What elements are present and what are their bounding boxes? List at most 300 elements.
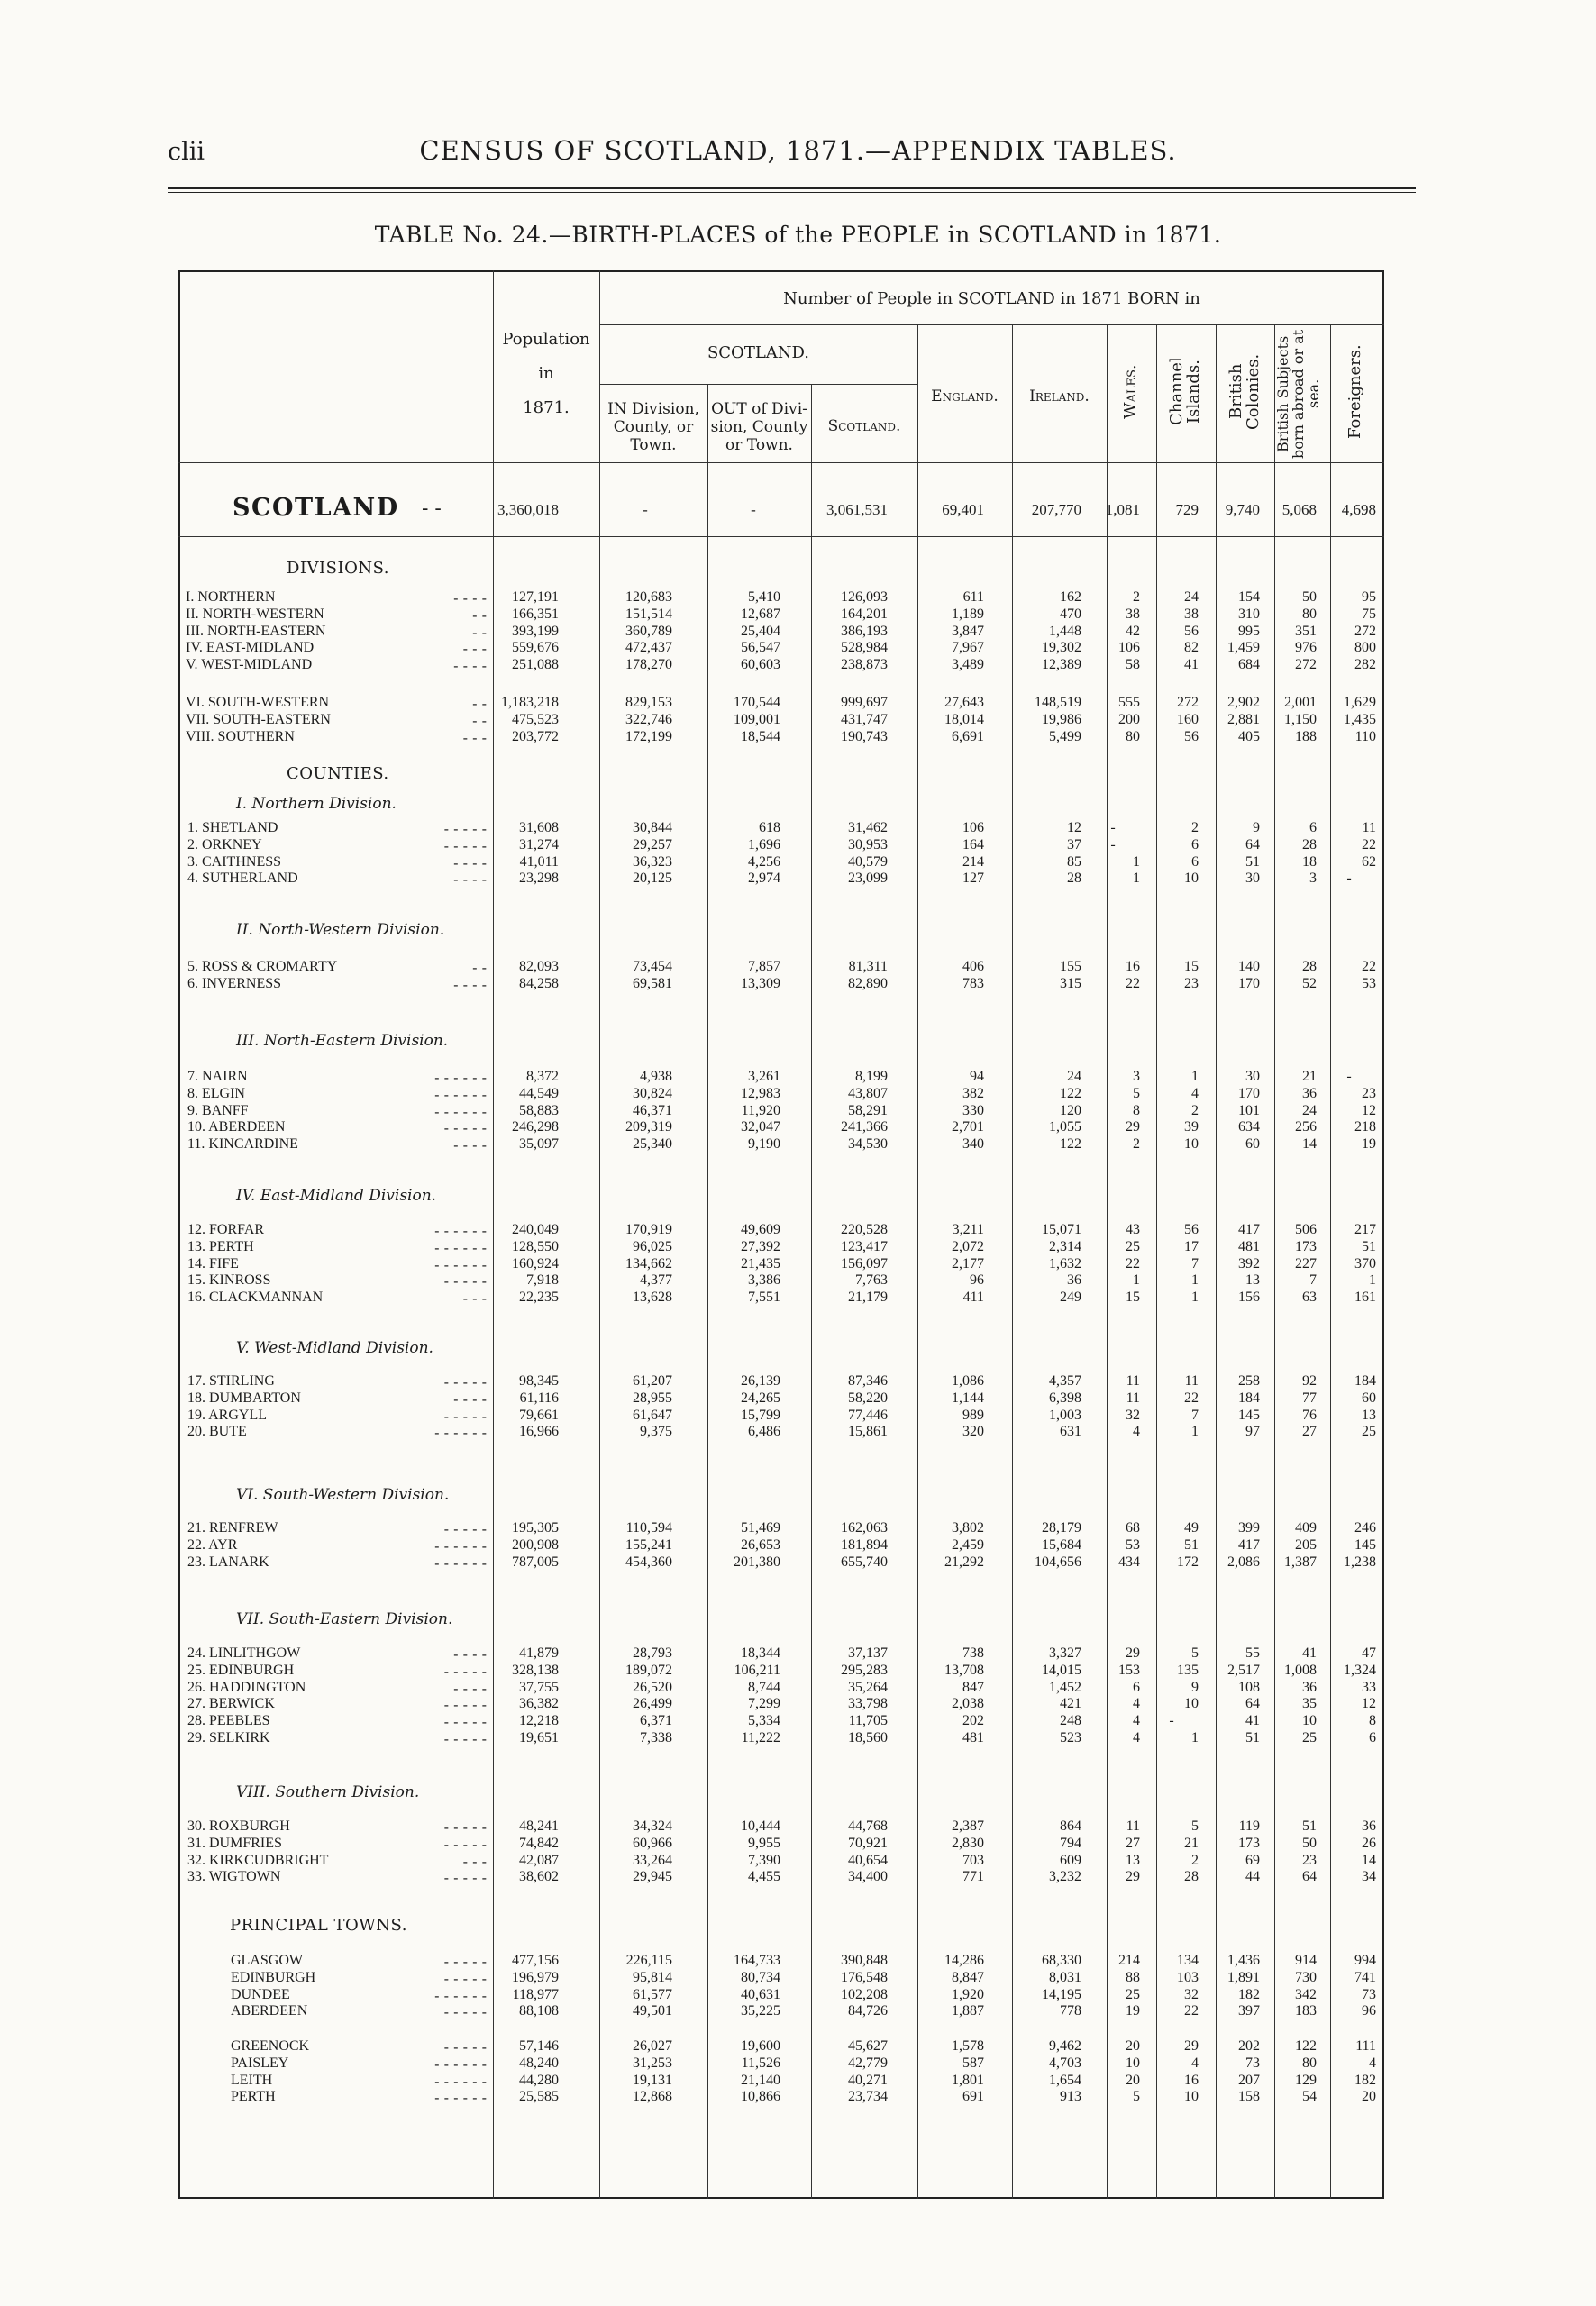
cell-5: 12 xyxy=(1067,820,1081,835)
cell-3: 15,861 xyxy=(848,1424,888,1440)
cell-8: 184 xyxy=(1238,1390,1260,1406)
cell-4: 214 xyxy=(962,853,984,870)
row-label: 2. ORKNEY xyxy=(187,836,262,852)
cell-8: 397 xyxy=(1238,2003,1260,2019)
row-label: 30. ROXBURGH xyxy=(187,1818,290,1834)
cell-3: 123,417 xyxy=(841,1238,888,1254)
cell-2: 106,211 xyxy=(734,1662,780,1678)
cell-2: 164,733 xyxy=(734,1953,780,1968)
table-title: TABLE No. 24.—BIRTH-PLACES of the PEOPLE in SCOTLAND in 1871. xyxy=(374,222,1222,248)
cell-8: 2,881 xyxy=(1227,711,1260,727)
cell-4: 340 xyxy=(962,1136,984,1153)
cell-9: 24 xyxy=(1302,1102,1317,1118)
row-label: 24. LINLITHGOW xyxy=(187,1645,301,1661)
cell-8: 173 xyxy=(1238,1835,1260,1851)
cell-7: 4 xyxy=(1191,2055,1199,2071)
cell-7: 49 xyxy=(1184,1520,1199,1536)
cell-7: 1 xyxy=(1191,1730,1199,1745)
cell-1: 61,577 xyxy=(633,1986,672,2002)
in-division-header-line: County, or xyxy=(613,418,694,436)
cell-3: 390,848 xyxy=(841,1953,888,1968)
cell-5: 85 xyxy=(1067,853,1081,870)
cell-7: 160 xyxy=(1177,711,1199,727)
running-head: CENSUS OF SCOTLAND, 1871.—APPENDIX TABLES. xyxy=(419,135,1177,166)
cell-5: 523 xyxy=(1060,1730,1081,1745)
cell-10: 1,629 xyxy=(1344,695,1376,710)
row-leader-dots: - - xyxy=(472,959,487,976)
scotland-row-rule xyxy=(178,536,1384,537)
cell-4: 703 xyxy=(962,1852,984,1868)
cell-1: 4,377 xyxy=(640,1272,672,1289)
cell-0: 787,005 xyxy=(512,1554,559,1570)
cell-1: 151,514 xyxy=(625,606,672,622)
cell-4: 1,086 xyxy=(952,1373,984,1389)
cell-4: 18,014 xyxy=(944,711,984,727)
cell-8: 1,436 xyxy=(1227,1953,1260,1968)
cell-3: 58,291 xyxy=(848,1102,888,1118)
out-division-header-line: or Town. xyxy=(725,436,793,454)
cell-9: 351 xyxy=(1295,623,1317,639)
row-label: 29. SELKIRK xyxy=(187,1730,270,1745)
cell-7: 1 xyxy=(1191,1290,1199,1306)
cell-1: 36,323 xyxy=(633,853,672,870)
cell-10: 8 xyxy=(1369,1713,1376,1729)
cell-1: 46,371 xyxy=(633,1102,672,1118)
cell-3: 43,807 xyxy=(848,1085,888,1101)
cell-4: 21,292 xyxy=(944,1554,984,1570)
cell-2: 26,139 xyxy=(741,1373,780,1389)
cell-6: 29 xyxy=(1126,1645,1140,1661)
cell-1: 30,844 xyxy=(633,820,672,835)
cell-6: 29 xyxy=(1126,1119,1140,1135)
cell-0: 74,842 xyxy=(519,1835,559,1851)
header-rule-top xyxy=(599,324,1384,325)
cell-5: 315 xyxy=(1060,975,1081,991)
cell-4: 2,701 xyxy=(952,1119,984,1135)
row-label: 12. FORFAR xyxy=(187,1222,265,1237)
cell-4: 1,189 xyxy=(952,606,984,622)
cell-4: 69,401 xyxy=(942,501,984,518)
cell-8: 202 xyxy=(1238,2038,1260,2054)
cell-1: 29,945 xyxy=(633,1869,672,1885)
cell-9: 50 xyxy=(1302,1835,1317,1851)
cell-6: 25 xyxy=(1126,1986,1140,2002)
cell-1: 110,594 xyxy=(625,1520,672,1536)
cell-0: 48,241 xyxy=(519,1818,559,1834)
cell-3: 70,921 xyxy=(848,1835,888,1851)
wales-header: Wales. xyxy=(1121,364,1140,420)
cell-3: 84,726 xyxy=(848,2003,888,2019)
row-leader-dots: - - - - - - xyxy=(434,1069,487,1086)
cell-2: 11,222 xyxy=(741,1730,780,1745)
row-label: 21. RENFREW xyxy=(187,1520,278,1536)
cell-0: 393,199 xyxy=(512,623,559,639)
cell-2: 60,603 xyxy=(741,657,780,673)
cell-10: 23 xyxy=(1362,1085,1376,1101)
cell-4: 738 xyxy=(962,1645,984,1661)
cell-7: 135 xyxy=(1177,1662,1199,1678)
cell-4: 1,801 xyxy=(952,2072,984,2088)
cell-4: 2,459 xyxy=(952,1536,984,1553)
cell-0: 36,382 xyxy=(519,1696,559,1712)
cell-10: 1,435 xyxy=(1344,711,1376,727)
cell-10: 96 xyxy=(1362,2003,1376,2019)
cell-8: 69 xyxy=(1245,1852,1260,1868)
row-label: VIII. SOUTHERN xyxy=(186,728,295,744)
british-subjects-abroad-header: British Subjects born abroad or at sea. xyxy=(1274,329,1322,459)
row-label: 8. ELGIN xyxy=(187,1085,245,1101)
cell-8: 108 xyxy=(1238,1679,1260,1695)
cell-6: 58 xyxy=(1126,657,1140,673)
cell-9: 976 xyxy=(1295,640,1317,656)
cell-0: 41,011 xyxy=(519,853,559,870)
cell-6: 3 xyxy=(1133,1069,1140,1084)
cell-4: 7,967 xyxy=(952,640,984,656)
scotland-label-dots: - - xyxy=(422,497,442,520)
cell-8: 9,740 xyxy=(1225,501,1260,518)
cell-3: 58,220 xyxy=(848,1390,888,1406)
cell-0: 31,608 xyxy=(519,820,559,835)
cell-8: 55 xyxy=(1245,1645,1260,1661)
cell-2: 21,140 xyxy=(741,2072,780,2088)
out-division-header xyxy=(707,400,811,454)
cell-3: 23,099 xyxy=(848,870,888,887)
cell-1: 189,072 xyxy=(625,1662,672,1678)
row-label: GREENOCK xyxy=(231,2038,310,2054)
cell-5: 162 xyxy=(1060,589,1081,605)
cell-0: 475,523 xyxy=(512,711,559,727)
cell-10: 51 xyxy=(1362,1238,1376,1254)
cell-1: 26,027 xyxy=(633,2038,672,2054)
cell-2: 13,309 xyxy=(741,975,780,991)
cell-6: 106 xyxy=(1118,640,1140,656)
cell-0: 98,345 xyxy=(519,1373,559,1389)
row-leader-dots: - - - - - xyxy=(443,1373,487,1390)
cell-5: 3,327 xyxy=(1049,1645,1081,1661)
cell-0: 44,549 xyxy=(519,1085,559,1101)
cell-2: 12,687 xyxy=(741,606,780,622)
cell-9: 80 xyxy=(1302,606,1317,622)
cell-6: 43 xyxy=(1126,1222,1140,1237)
cell-5: 19,986 xyxy=(1042,711,1081,727)
population-header-line: Population xyxy=(502,330,590,349)
cell-6: 6 xyxy=(1133,1679,1140,1695)
row-leader-dots: - - - - - xyxy=(443,1730,487,1747)
row-leader-dots: - - - - - xyxy=(443,836,487,854)
division-subheading: VIII. Southern Division. xyxy=(236,1783,420,1801)
cell-4: 2,387 xyxy=(952,1818,984,1834)
cell-9: 35 xyxy=(1302,1696,1317,1712)
cell-7: 5 xyxy=(1191,1818,1199,1834)
row-leader-dots: - - - - - - xyxy=(434,2055,487,2073)
cell-6: 2 xyxy=(1133,589,1140,605)
cell-2: 5,410 xyxy=(748,589,780,605)
cell-6: 2 xyxy=(1133,1136,1140,1153)
row-leader-dots: - - xyxy=(472,711,487,729)
cell-10: 145 xyxy=(1354,1536,1376,1553)
row-label: 14. FIFE xyxy=(187,1255,239,1271)
cell-2: 10,444 xyxy=(741,1818,780,1834)
row-leader-dots: - - - - xyxy=(453,975,487,993)
cell-6: 22 xyxy=(1126,975,1140,991)
cell-3: 7,763 xyxy=(855,1272,888,1289)
cell-0: 128,550 xyxy=(512,1238,559,1254)
cell-10: 161 xyxy=(1354,1290,1376,1306)
header-rule-thin xyxy=(168,192,1416,193)
row-leader-dots: - - - - - xyxy=(443,1713,487,1731)
cell-10: 34 xyxy=(1362,1869,1376,1885)
row-label: 6. INVERNESS xyxy=(187,975,282,991)
cell-1: 33,264 xyxy=(633,1852,672,1868)
cell-10: 111 xyxy=(1355,2038,1376,2054)
cell-5: 15,684 xyxy=(1042,1536,1081,1553)
cell-4: 3,211 xyxy=(952,1222,984,1237)
cell-2: 25,404 xyxy=(741,623,780,639)
cell-3: 999,697 xyxy=(841,695,888,710)
cell-4: 481 xyxy=(962,1730,984,1745)
population-header xyxy=(493,323,599,425)
cell-9: 506 xyxy=(1295,1222,1317,1237)
cell-6: 88 xyxy=(1126,1969,1140,1985)
cell-10: 12 xyxy=(1362,1696,1376,1712)
cell-4: 2,072 xyxy=(952,1238,984,1254)
cell-5: 122 xyxy=(1060,1085,1081,1101)
cell-10: 272 xyxy=(1354,623,1376,639)
row-leader-dots: - - - - - - xyxy=(434,1986,487,2004)
cell-3: 238,873 xyxy=(841,657,888,673)
cell-1: 61,207 xyxy=(633,1373,672,1389)
cell-9: 25 xyxy=(1302,1730,1317,1745)
cell-2: 5,334 xyxy=(748,1713,780,1729)
row-leader-dots: - - - - xyxy=(453,589,487,606)
cell-7: 22 xyxy=(1184,2003,1199,2019)
cell-10: 282 xyxy=(1354,657,1376,673)
cell-0: 42,087 xyxy=(519,1852,559,1868)
cell-4: 382 xyxy=(962,1085,984,1101)
row-leader-dots: - - - - - xyxy=(443,1272,487,1290)
cell-5: 36 xyxy=(1067,1272,1081,1289)
cell-7: 10 xyxy=(1184,2089,1199,2105)
cell-3: 21,179 xyxy=(848,1290,888,1306)
cell-6: 53 xyxy=(1126,1536,1140,1553)
cell-3: 162,063 xyxy=(841,1520,888,1536)
cell-5: 12,389 xyxy=(1042,657,1081,673)
cell-7: 24 xyxy=(1184,589,1199,605)
cell-6: 4 xyxy=(1133,1424,1140,1440)
cell-1: 26,520 xyxy=(633,1679,672,1695)
cell-3: 81,311 xyxy=(848,959,888,974)
cell-10: 73 xyxy=(1362,1986,1376,2002)
cell-0: 88,108 xyxy=(519,2003,559,2019)
cell-3: 181,894 xyxy=(841,1536,888,1553)
row-leader-dots: - - - - - xyxy=(443,1869,487,1887)
cell-6: 5 xyxy=(1133,2089,1140,2105)
in-division-header-line: Town. xyxy=(630,436,677,454)
cell-9: 76 xyxy=(1302,1407,1317,1423)
cell-9: 227 xyxy=(1295,1255,1317,1271)
cell-8: 60 xyxy=(1245,1136,1260,1153)
cell-5: 120 xyxy=(1060,1102,1081,1118)
cell-9: 77 xyxy=(1302,1390,1317,1406)
cell-6: 25 xyxy=(1126,1238,1140,1254)
cell-0: 44,280 xyxy=(519,2072,559,2088)
cell-7: 56 xyxy=(1184,728,1199,744)
cell-0: 61,116 xyxy=(519,1390,559,1406)
cell-9: 342 xyxy=(1295,1986,1317,2002)
cell-3: 655,740 xyxy=(841,1554,888,1570)
cell-10: 994 xyxy=(1354,1953,1376,1968)
row-label: ABERDEEN xyxy=(231,2003,308,2019)
cell-1: 360,789 xyxy=(625,623,672,639)
cell-9: 1,387 xyxy=(1284,1554,1317,1570)
row-leader-dots: - - - xyxy=(462,728,487,746)
cell-4: 3,489 xyxy=(952,657,984,673)
cell-0: 1,183,218 xyxy=(501,695,559,710)
cell-8: 44 xyxy=(1245,1869,1260,1885)
cell-4: 1,578 xyxy=(952,2038,984,2054)
cell-2: 35,225 xyxy=(741,2003,780,2019)
cell-8: 9 xyxy=(1253,820,1260,835)
cell-0: 58,883 xyxy=(519,1102,559,1118)
row-label: 18. DUMBARTON xyxy=(187,1390,301,1406)
cell-2: 11,920 xyxy=(741,1102,780,1118)
cell-5: 3,232 xyxy=(1049,1869,1081,1885)
cell-2: 7,857 xyxy=(748,959,780,974)
cell-9: 27 xyxy=(1302,1424,1317,1440)
cell-9: 10 xyxy=(1302,1713,1317,1729)
cell-0: 22,235 xyxy=(519,1290,559,1306)
cell-3: 30,953 xyxy=(848,836,888,852)
cell-7: 4 xyxy=(1191,1085,1199,1101)
cell-4: 96 xyxy=(970,1272,984,1289)
population-header-line: in xyxy=(538,364,554,383)
cell-5: 1,632 xyxy=(1049,1255,1081,1271)
division-subheading: V. West-Midland Division. xyxy=(236,1339,433,1357)
cell-3: 37,137 xyxy=(848,1645,888,1661)
cell-10: 13 xyxy=(1362,1407,1376,1423)
cell-6: 200 xyxy=(1118,711,1140,727)
in-division-header xyxy=(599,400,707,454)
cell-5: 6,398 xyxy=(1049,1390,1081,1406)
row-leader-dots: - - - - - - xyxy=(434,1222,487,1239)
cell-5: 122 xyxy=(1060,1136,1081,1153)
cell-7: 10 xyxy=(1184,870,1199,887)
cell-1: 134,662 xyxy=(625,1255,672,1271)
row-leader-dots: - - - - - - xyxy=(434,1102,487,1120)
cell-3: 35,264 xyxy=(848,1679,888,1695)
cell-6: 5 xyxy=(1133,1085,1140,1101)
cell-1: 95,814 xyxy=(633,1969,672,1985)
page-number: clii xyxy=(168,138,205,166)
cell-9: 28 xyxy=(1302,836,1317,852)
cell-9: 256 xyxy=(1295,1119,1317,1135)
row-label: 15. KINROSS xyxy=(187,1272,271,1289)
cell-5: 778 xyxy=(1060,2003,1081,2019)
cell-1: 226,115 xyxy=(625,1953,672,1968)
cell-8: 417 xyxy=(1238,1536,1260,1553)
cell-8: 64 xyxy=(1245,1696,1260,1712)
cell-1: 26,499 xyxy=(633,1696,672,1712)
cell-7: 172 xyxy=(1177,1554,1199,1570)
cell-8: 30 xyxy=(1245,870,1260,887)
cell-3: 3,061,531 xyxy=(826,501,888,518)
cell-5: 9,462 xyxy=(1049,2038,1081,2054)
cell-6: 32 xyxy=(1126,1407,1140,1423)
cell-1: 73,454 xyxy=(633,959,672,974)
cell-5: 470 xyxy=(1060,606,1081,622)
row-label: PERTH xyxy=(231,2089,276,2105)
cell-8: 392 xyxy=(1238,1255,1260,1271)
cell-9: 92 xyxy=(1302,1373,1317,1389)
row-leader-dots: - - - - - xyxy=(443,1953,487,1970)
cell-2: 40,631 xyxy=(741,1986,780,2002)
cell-1: 31,253 xyxy=(633,2055,672,2071)
row-leader-dots: - - - - - - xyxy=(434,1536,487,1554)
cell-10: 22 xyxy=(1362,959,1376,974)
cell-7: 2 xyxy=(1191,1102,1199,1118)
cell-2: 56,547 xyxy=(741,640,780,656)
row-leader-dots: - - - - - - xyxy=(434,2089,487,2107)
cell-6: 153 xyxy=(1118,1662,1140,1678)
cell-10: 1,238 xyxy=(1344,1554,1376,1570)
cell-6: 8 xyxy=(1133,1102,1140,1118)
cell-7: 23 xyxy=(1184,975,1199,991)
cell-5: 14,015 xyxy=(1042,1662,1081,1678)
cell-9: 1,150 xyxy=(1284,711,1317,727)
cell-8: 140 xyxy=(1238,959,1260,974)
cell-10: 33 xyxy=(1362,1679,1376,1695)
division-subheading: I. Northern Division. xyxy=(236,795,397,813)
cell-5: 207,770 xyxy=(1031,501,1081,518)
cell-2: 10,866 xyxy=(741,2089,780,2105)
cell-3: 102,208 xyxy=(841,1986,888,2002)
cell-3: 34,530 xyxy=(848,1136,888,1153)
cell-3: 77,446 xyxy=(848,1407,888,1423)
cell-7: 28 xyxy=(1184,1869,1199,1885)
row-leader-dots: - - - - - xyxy=(443,1662,487,1680)
cell-7: 11 xyxy=(1184,1373,1199,1389)
cell-9: 64 xyxy=(1302,1869,1317,1885)
cell-1: 155,241 xyxy=(625,1536,672,1553)
cell-10: 218 xyxy=(1354,1119,1376,1135)
cell-10: 182 xyxy=(1354,2072,1376,2088)
cell-6: 1 xyxy=(1133,1272,1140,1289)
cell-10: 12 xyxy=(1362,1102,1376,1118)
cell-5: 14,195 xyxy=(1042,1986,1081,2002)
cell-7: 15 xyxy=(1184,959,1199,974)
cell-2: 8,744 xyxy=(748,1679,780,1695)
cell-10: 246 xyxy=(1354,1520,1376,1536)
cell-7: 10 xyxy=(1184,1696,1199,1712)
row-label: 17. STIRLING xyxy=(187,1373,275,1389)
cell-1: 60,966 xyxy=(633,1835,672,1851)
cell-2: 7,390 xyxy=(748,1852,780,1868)
cell-2: 51,469 xyxy=(741,1520,780,1536)
cell-7: 41 xyxy=(1184,657,1199,673)
cell-3: 176,548 xyxy=(841,1969,888,1985)
row-leader-dots: - - - - xyxy=(453,870,487,889)
cell-3: 82,890 xyxy=(848,975,888,991)
cell-7: 6 xyxy=(1191,853,1199,870)
cell-1: 12,868 xyxy=(633,2089,672,2105)
row-label: 5. ROSS & CROMARTY xyxy=(187,959,338,974)
cell-5: 8,031 xyxy=(1049,1969,1081,1985)
cell-5: 155 xyxy=(1060,959,1081,974)
row-label: 13. PERTH xyxy=(187,1238,254,1254)
division-subheading: VI. South-Western Division. xyxy=(236,1486,450,1504)
cell-4: 94 xyxy=(970,1069,984,1084)
cell-2: 80,734 xyxy=(741,1969,780,1985)
